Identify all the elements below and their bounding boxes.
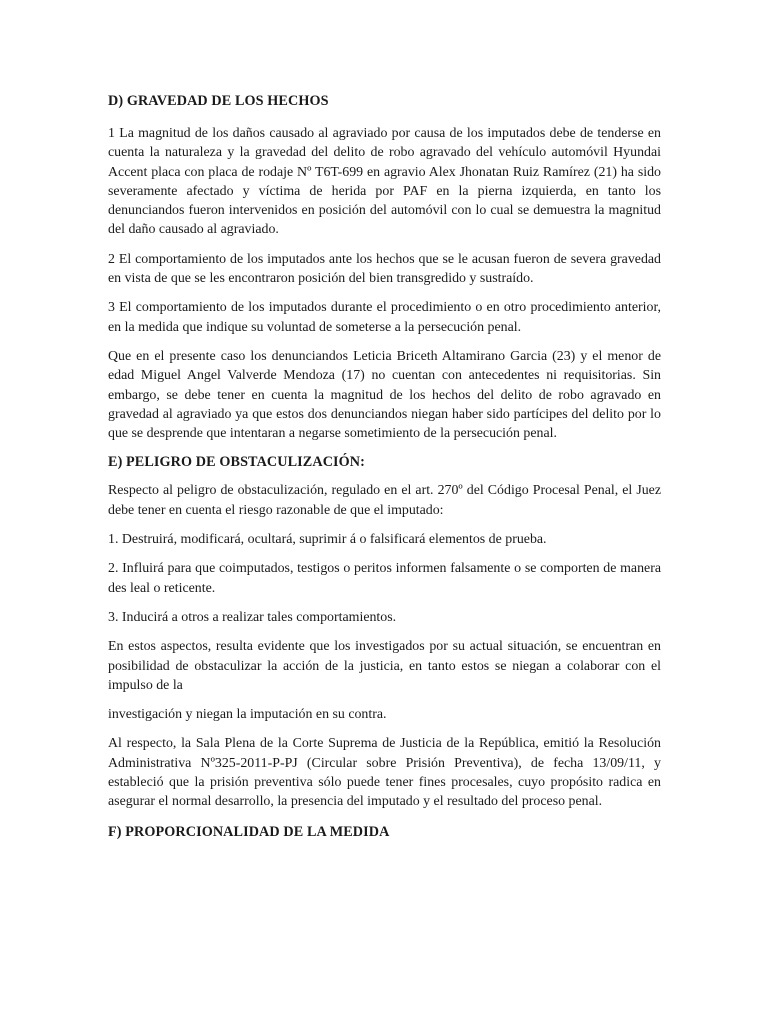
paragraph-d-4: Que en el presente caso los denunciandos Leticia Briceth Altamirano Garcia (23) y el menor de edad Miguel Angel Valverde Mendoza (17) no cuentan con antecedentes ni requisitorias. Sin embargo, se debe tener en cuenta la magnitud de los hechos del delito de robo agravado en gravedad al agraviado ya que estos dos denunciandos niegan haber sido partícipes del delito por lo que se desprende que intentaran a negarse sometimiento de la persecución penal. xyxy=(108,348,661,442)
paragraph-d-2: 2 El comportamiento de los imputados ante los hechos que se le acusan fueron de severa gravedad en vista de que se les encontraron posición del bien transgredido y sustraído. xyxy=(108,251,661,287)
paragraph-d-1: 1 La magnitud de los daños causado al agraviado por causa de los imputados debe de tenderse en cuenta la naturaleza y la gravedad del delito de robo agravado del vehículo automóvil Hyundai Accent placa con placa de rodaje Nº T6T-699 en agravio Alex Jhonatan Ruiz Ramírez (21) ha sido severamente afectado y víctima de herida por PAF en la pierna izquierda, en tanto los denunciandos fueron intervenidos en posición del automóvil con lo cual se demuestra la magnitud del daño causado al agraviado. xyxy=(108,126,661,238)
paragraph-e-1: Respecto al peligro de obstaculización, regulado en el art. 270º del Código Procesal Penal, el Juez debe tener en cuenta el riesgo razonable de que el imputado: xyxy=(108,483,661,518)
section-heading-f: F) PROPORCIONALIDAD DE LA MEDIDA xyxy=(108,823,390,840)
document-page xyxy=(108,91,661,842)
paragraph-d-3: 3 El comportamiento de los imputados durante el procedimiento o en otro procedimiento anterior, en la medida que indique su voluntad de someterse a la persecución penal. xyxy=(108,300,661,335)
paragraph-e-3: 2. Influirá para que coimputados, testigos o peritos informen falsamente o se comporten de manera des leal o reticente. xyxy=(108,561,661,596)
paragraph-e-2: 1. Destruirá, modificará, ocultará, suprimir á o falsificará elementos de prueba. xyxy=(108,532,547,548)
paragraph-e-7: Al respecto, la Sala Plena de la Corte Suprema de Justicia de la República, emitió la Resolución Administrativa Nº325-2011-P-PJ (Circular sobre Prisión Preventiva), de fecha 13/09/11, y estableció que la prisión preventiva sólo puede tener fines procesales, cuyo propósito radica en asegurar el normal desarrollo, la presencia del imputado y el resultado del proceso penal. xyxy=(108,736,661,810)
section-heading-d: D) GRAVEDAD DE LOS HECHOS xyxy=(108,93,329,109)
paragraph-e-5: En estos aspectos, resulta evidente que los investigados por su actual situación, se encuentran en posibilidad de obstaculizar la acción de la justicia, en tanto estos se niegan a colaborar con el impulso de la xyxy=(108,639,661,693)
paragraph-e-6: investigación y niegan la imputación en su contra. xyxy=(108,707,387,723)
paragraph-e-4: 3. Inducirá a otros a realizar tales comportamientos. xyxy=(108,609,397,625)
section-heading-e: E) PELIGRO DE OBSTACULIZACIÓN: xyxy=(108,454,365,471)
